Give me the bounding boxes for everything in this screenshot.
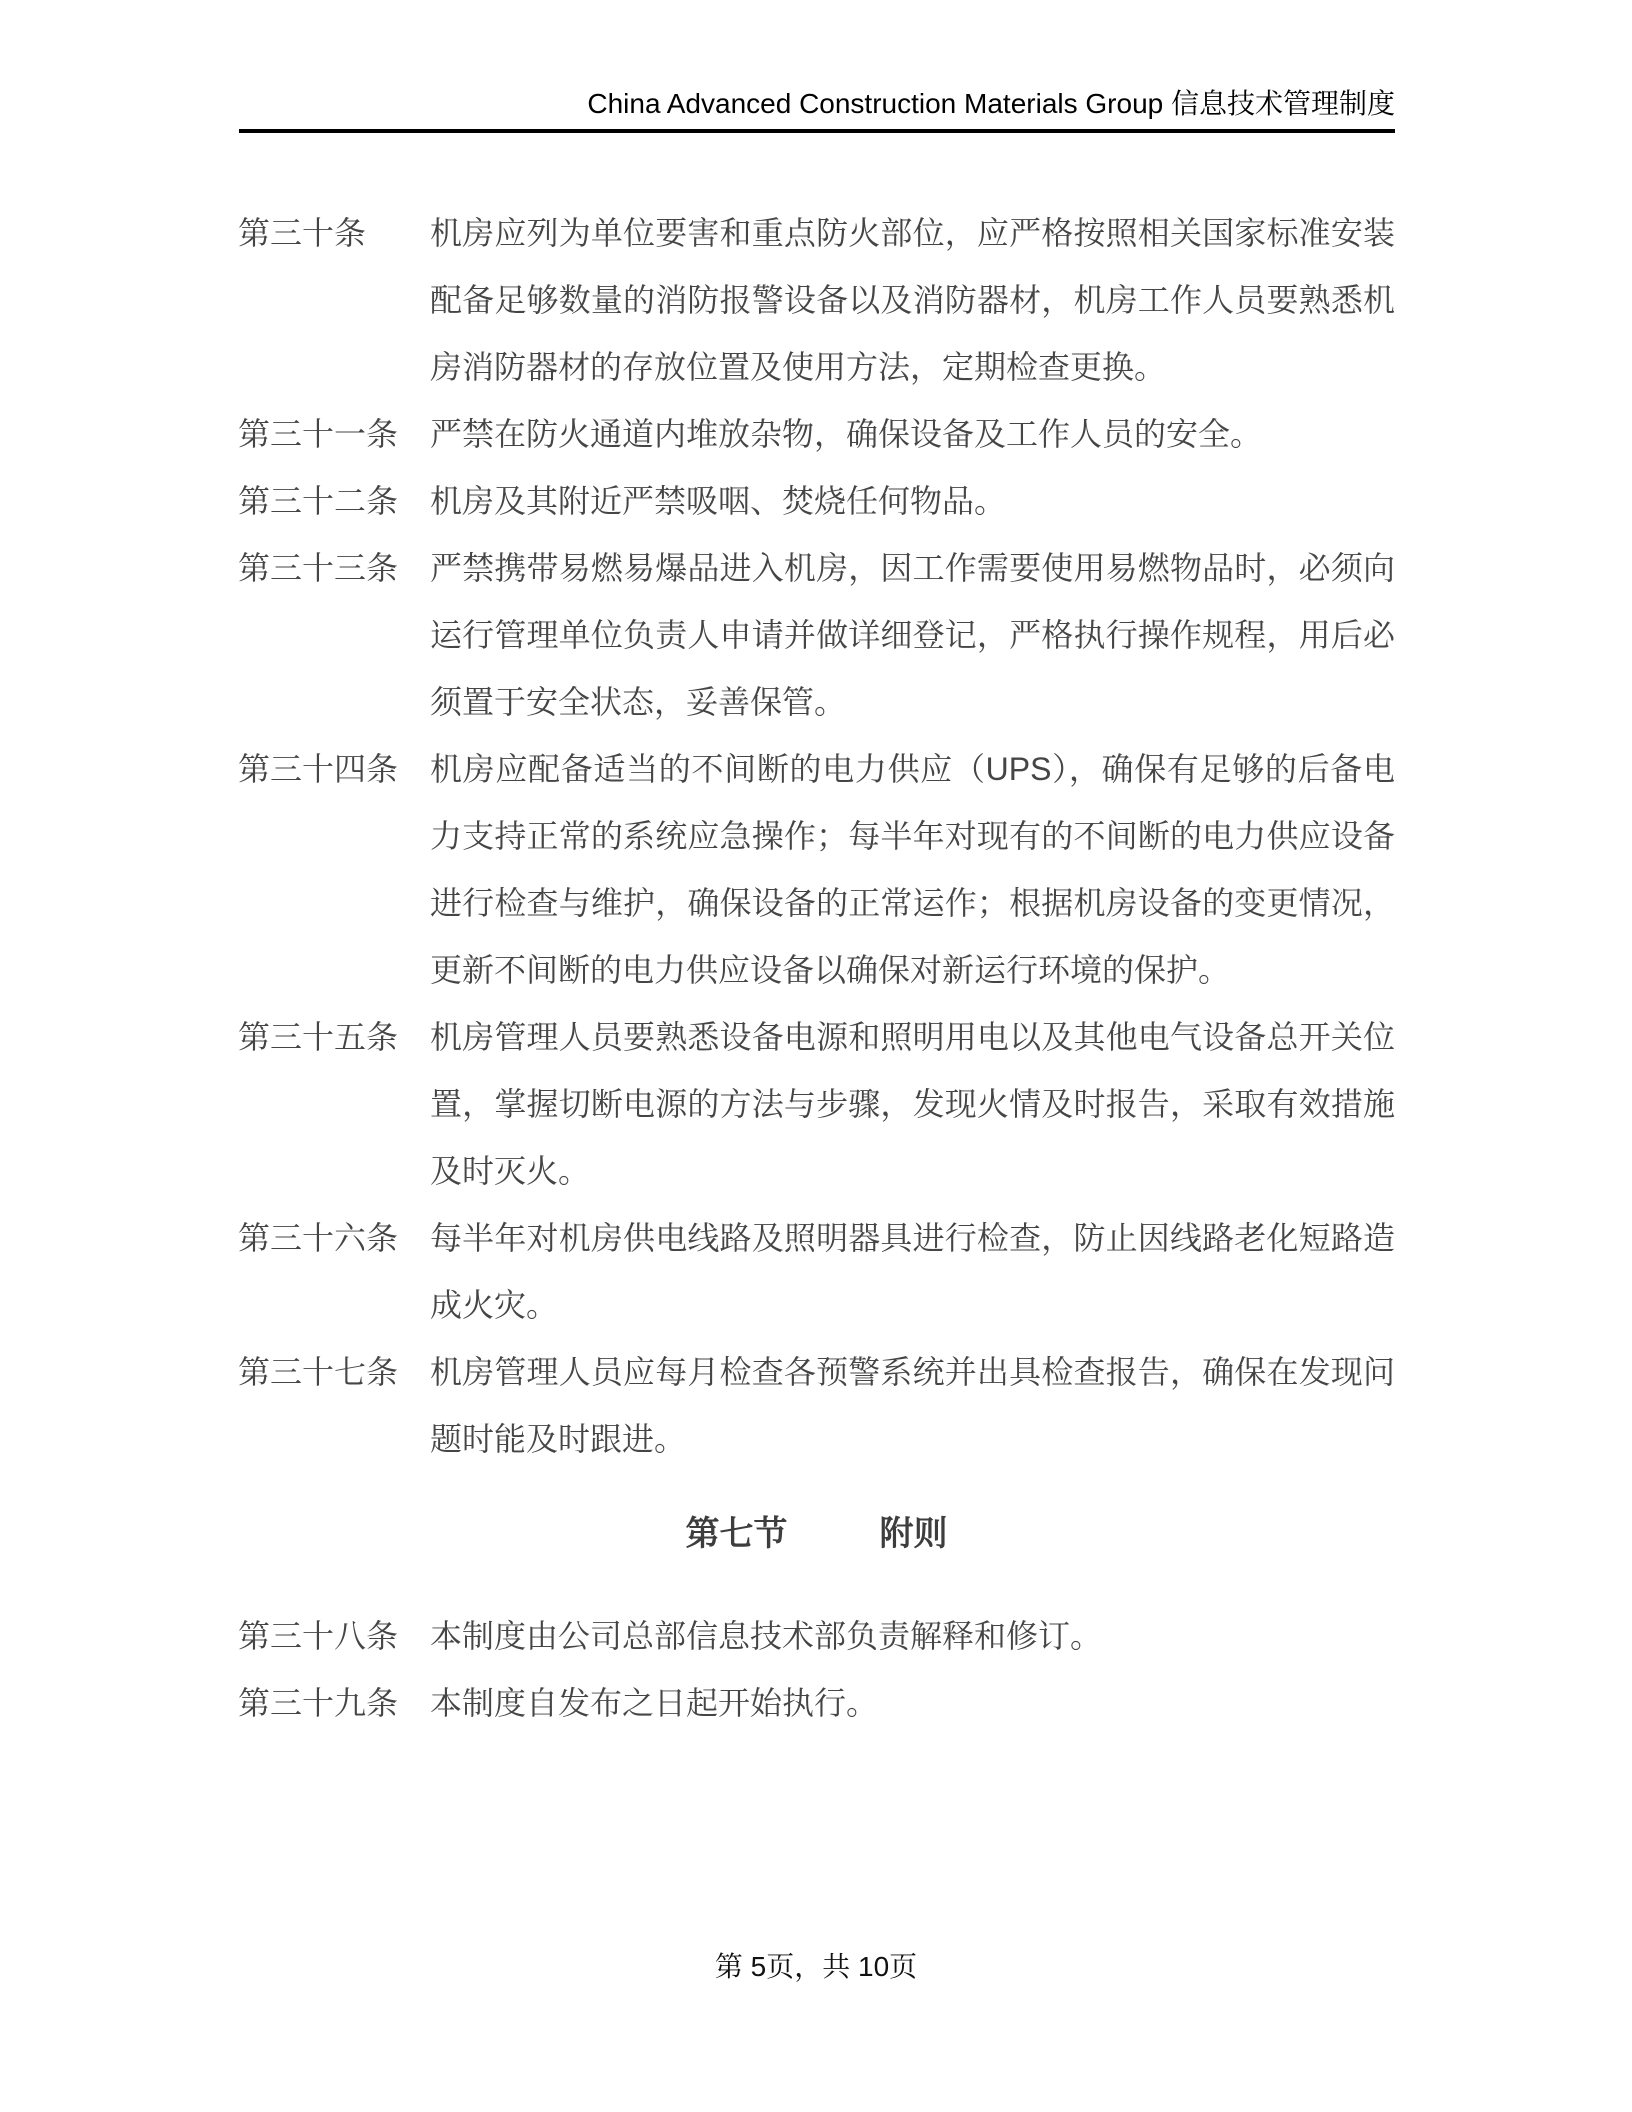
article-text: 机房管理人员应每月检查各预警系统并出具检查报告，确保在发现问题时能及时跟进。: [430, 1354, 1395, 1457]
article-text: 机房及其附近严禁吸咽、焚烧任何物品。: [430, 483, 1007, 519]
article-number: 第三十四条: [238, 751, 399, 787]
article-text: 本制度由公司总部信息技术部负责解释和修订。: [430, 1618, 1103, 1654]
section-title: 附则: [879, 1515, 948, 1553]
article-row: [238, 535, 1395, 736]
article-number: 第三十六条: [238, 1220, 399, 1256]
article-row: [238, 468, 1395, 535]
article-row: [238, 401, 1395, 468]
article-row: [238, 1004, 1395, 1205]
article-number: 第三十七条: [238, 1354, 399, 1390]
section-number: 第七节: [685, 1515, 788, 1553]
article-row: [238, 736, 1395, 1004]
article-number: 第三十一条: [238, 416, 399, 452]
article-text: 每半年对机房供电线路及照明器具进行检查，防止因线路老化短路造成火灾。: [430, 1220, 1395, 1323]
article-row: [238, 1339, 1395, 1473]
article-number: 第三十五条: [238, 1019, 399, 1055]
article-number: 第三十二条: [238, 483, 399, 519]
article-row: [238, 200, 1395, 401]
article-text: 机房应配备适当的不间断的电力供应（UPS），确保有足够的后备电力支持正常的系统应急操作；每半年对现有的不间断的电力供应设备进行检查与维护，确保设备的正常运作；根据机房设备的变更情况，更新不间断的电力供应设备以确保对新运行环境的保护。: [430, 751, 1395, 988]
article-number: 第三十八条: [238, 1618, 399, 1654]
document-body: [238, 200, 1395, 1737]
document-header: [239, 88, 1395, 133]
page-number: 第 5页，共 10页: [714, 1951, 918, 1982]
page-footer: [0, 1948, 1632, 1986]
article-number: 第三十三条: [238, 550, 399, 586]
header-title: China Advanced Construction Materials Group 信息技术管理制度: [587, 88, 1395, 119]
article-number: 第三十九条: [238, 1685, 399, 1721]
section-heading: [238, 1501, 1395, 1568]
article-text: 严禁在防火通道内堆放杂物，确保设备及工作人员的安全。: [430, 416, 1263, 452]
article-row: [238, 1205, 1395, 1339]
article-row: [238, 1670, 1395, 1737]
article-text: 机房管理人员要熟悉设备电源和照明用电以及其他电气设备总开关位置，掌握切断电源的方法与步骤，发现火情及时报告，采取有效措施及时灭火。: [430, 1019, 1395, 1189]
article-row: [238, 1603, 1395, 1670]
article-text: 严禁携带易燃易爆品进入机房，因工作需要使用易燃物品时，必须向运行管理单位负责人申请并做详细登记，严格执行操作规程，用后必须置于安全状态，妥善保管。: [430, 550, 1395, 720]
article-number: 第三十条: [238, 215, 367, 251]
article-text: 机房应列为单位要害和重点防火部位，应严格按照相关国家标准安装配备足够数量的消防报警设备以及消防器材，机房工作人员要熟悉机房消防器材的存放位置及使用方法，定期检查更换。: [430, 215, 1395, 385]
article-text: 本制度自发布之日起开始执行。: [430, 1685, 879, 1721]
